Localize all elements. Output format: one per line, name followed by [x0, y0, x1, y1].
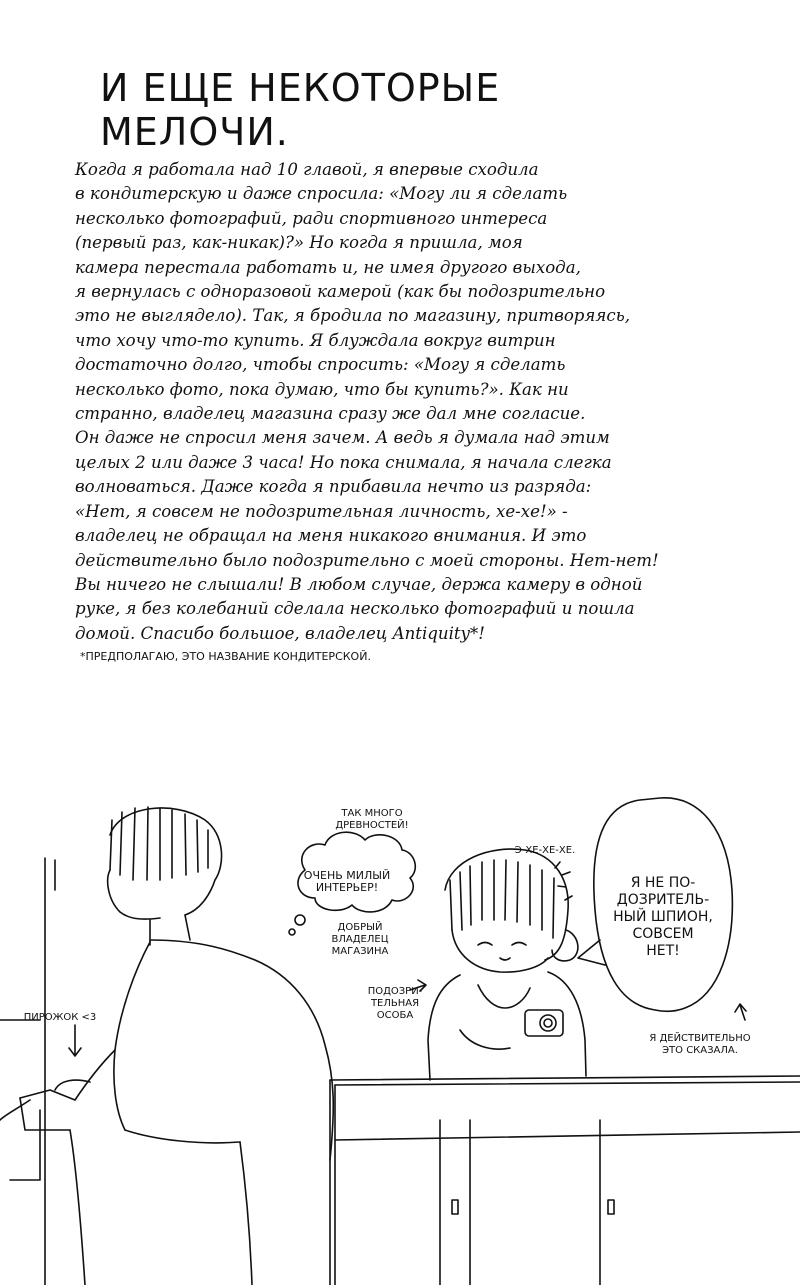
body-line: несколько фото, пока думаю, что бы купить?». Как ни — [75, 379, 569, 399]
label-line: ИНТЕРЬЕР! — [315, 881, 379, 894]
label-laugh: Э-ХЕ-ХЕ-ХЕ. — [514, 845, 576, 856]
owner-figure — [0, 807, 333, 1285]
counter — [330, 1076, 800, 1285]
body-line: несколько фотографий, ради спортивного интереса — [75, 208, 548, 228]
body-line: я вернулась с одноразовой камерой (как бы подозрительно — [75, 282, 606, 302]
body-text — [75, 158, 715, 646]
label-interior — [292, 870, 402, 894]
label-line: ПОДОЗРИ- — [367, 986, 423, 997]
label-line: МАГАЗИНА — [331, 946, 389, 957]
body-line: это не выглядело). Так, я бродила по магазину, притворяясь, — [75, 306, 631, 326]
label-line: ДОЗРИТЕЛЬ- — [616, 892, 710, 908]
label-line: Я НЕ ПО- — [630, 875, 696, 891]
label-pie: ПИРОЖОК <3 — [23, 1012, 97, 1023]
body-line: (первый раз, как-никак)?» Но когда я пришла, моя — [75, 233, 523, 253]
label-line: НЫЙ ШПИОН, — [613, 909, 713, 925]
page-title: И ЕЩЕ НЕКОТОРЫЕ МЕЛОЧИ. — [100, 66, 501, 154]
body-line: действительно было подозрительно с моей стороны. Нет-нет! — [75, 550, 659, 570]
body-line: достаточно долго, чтобы спросить: «Могу я сделать — [75, 355, 566, 375]
bubble-spy-text — [603, 875, 723, 960]
label-line: ДОБРЫЙ — [337, 922, 383, 933]
label-line: ОЧЕНЬ МИЛЫЙ — [303, 869, 391, 882]
footnote: *ПРЕДПОЛАГАЮ, ЭТО НАЗВАНИЕ КОНДИТЕРСКОЙ. — [80, 650, 371, 663]
body-line: что хочу что-то купить. Я блуждала вокруг витрин — [75, 330, 556, 350]
body-line: руке, я без колебаний сделала несколько фотографий и пошла — [75, 599, 635, 619]
body-line: домой. Спасибо большое, владелец Antiquity*! — [75, 623, 485, 643]
label-line: ЭТО СКАЗАЛА. — [662, 1045, 738, 1056]
body-line: странно, владелец магазина сразу же дал мне согласие. — [75, 404, 586, 424]
label-line: НЕТ! — [646, 943, 680, 959]
label-line: ТАК МНОГО — [341, 808, 403, 819]
body-line: волноваться. Даже когда я прибавила нечто из разряда: — [75, 477, 592, 497]
body-line: Вы ничего не слышали! В любом случае, держа камеру в одной — [75, 574, 643, 594]
body-line: в кондитерскую и даже спросила: «Могу ли я сделать — [75, 184, 568, 204]
label-line: СОВСЕМ — [632, 926, 694, 942]
label-said — [640, 1033, 760, 1057]
label-line: ТЕЛЬНАЯ — [370, 998, 420, 1009]
label-line: ДРЕВНОСТЕЙ! — [335, 820, 409, 831]
label-owner — [320, 922, 400, 958]
label-line: ОСОБА — [376, 1010, 414, 1021]
label-antiques — [332, 808, 412, 832]
body-line: Он даже не спросил меня зачем. А ведь я думала над этим — [75, 428, 610, 448]
girl-figure — [428, 849, 586, 1080]
wall-lines — [0, 858, 55, 1285]
label-suspicious — [360, 986, 430, 1022]
body-line: «Нет, я совсем не подозрительная личность, хе-хе!» - — [75, 501, 568, 521]
body-line: владелец не обращал на меня никакого внимания. И это — [75, 526, 587, 546]
label-line: ВЛАДЕЛЕЦ — [331, 934, 389, 945]
body-line: Когда я работала над 10 главой, я впервые сходила — [75, 160, 539, 179]
body-line: целых 2 или даже 3 часа! Но пока снимала, я начала слегка — [75, 452, 612, 472]
body-line: камера перестала работать и, не имея другого выхода, — [75, 257, 581, 277]
label-line: Я ДЕЙСТВИТЕЛЬНО — [649, 1033, 751, 1044]
